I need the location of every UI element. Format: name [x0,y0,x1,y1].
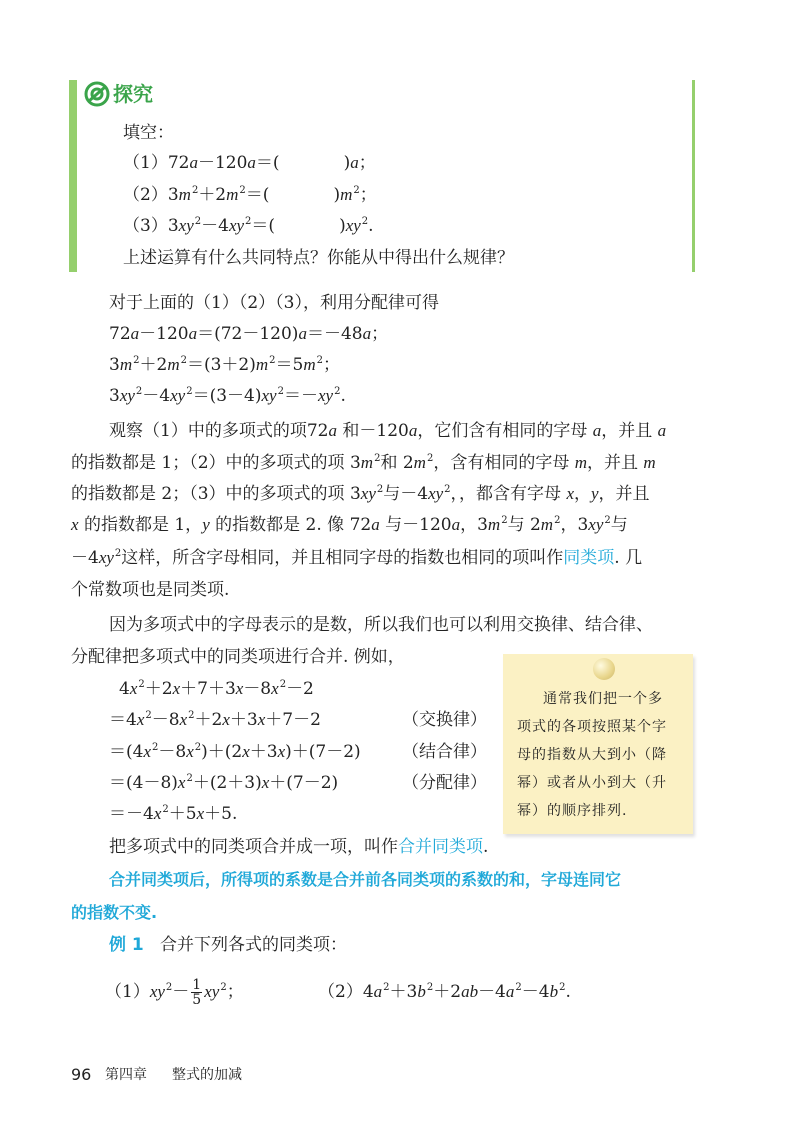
explore-question: 上述运算有什么共同特点？你能从中得出什么规律？ [123,248,514,268]
para1-line5: $-4xy^2$这样，所含字母相同，并且相同字母的指数也相同的项叫作同类项. 几 [71,548,643,568]
text: 与 [383,484,401,504]
rule-line1: 合并同类项后，所得项的系数是合并前各同类项的系数的和，字母连同它 [109,870,622,889]
text: 的指数都是 1；（2）中的多项式的项 [71,453,345,473]
q3-label: （3） [123,216,168,236]
explore-q3: $(3)3xy^2-4xy^2=$( )$xy^2$. [123,216,374,236]
fraction-one-fifth: $\frac{1}{5}$ [192,977,202,1008]
explore-right-bar [692,80,695,272]
para1-line3: 的指数都是 2；（3）中的多项式的项 $3xy^2$与$-4xy^2$，，都含有字母 x，y，并且 [71,484,650,504]
term-combine-like-terms: 合并同类项 [398,837,483,857]
text: . [483,837,489,857]
q1-label: （1） [123,153,168,173]
explore-icon [84,81,110,107]
q2-label: （2） [123,185,168,205]
text: ， [574,484,591,504]
text: 与 [610,515,628,535]
para1-line4: x 的指数都是 1，y 的指数都是 2. 像 72a 与－120a，$3m^2$与 $2m^2$，$3xy^2$与 [71,515,628,535]
text: ，都含有字母 [459,484,562,504]
example-label: 例 1 [109,935,144,955]
explore-prompt: 填空： [123,123,174,143]
explore-q1: （1）72a－120a＝( )a； [123,153,376,173]
text: 观察（1）中的多项式的项 [109,421,307,441]
note-line: 母的指数从大到小（降 [517,747,667,763]
explore-title: 探究 [113,82,153,106]
term-like-terms: 同类项 [563,548,615,568]
rule-line2: 的指数不变. [71,903,158,922]
para2-line1: 因为多项式中的字母表示的是数，所以我们也可以利用交换律、结合律、 [109,615,653,635]
reason-distributive: （分配律） [402,773,487,793]
text: ，它们含有相同的字母 [417,421,588,441]
note-line: 项式的各项按照某个字 [517,719,667,735]
deriv-line3: $=(4-8)x^2+(2+3)x+(7-2)$ [109,773,339,793]
side-note [503,654,693,834]
text: 和 [342,421,360,441]
deriv-line4: $=-4x^2+5x+5$. [109,804,238,824]
explore-left-bar [69,80,77,272]
note-line: 幂）或者从小到大（升 [517,775,667,791]
deriv-line1: $=4x^2-8x^2+2x+3x+7-2$ [109,710,321,730]
text: 这样，所含字母相同，并且相同字母的指数也相同的项叫作 [121,548,564,568]
result-2: $3m^2+2m^2=(3+2)m^2=5m^2$； [109,355,341,375]
example-part2: $(2)4a^2+3b^2+2ab-4a^2-4b^2$. [318,982,571,1002]
example-part1: $(1)xy^2-$ $\frac{1}{5}$ $xy^2$； [105,977,244,1008]
text: 的指数都是 1， [83,515,203,535]
text: 把多项式中的同类项合并成一项，叫作 [109,837,398,857]
text: （1） [105,982,150,1002]
reason-associative: （结合律） [402,742,487,762]
text: 的指数都是 2. 像 [215,515,345,535]
text: 和 [380,453,398,473]
text: . 几 [614,548,643,568]
text: 与 [385,515,403,535]
note-line: 通常我们把一个多 [543,691,663,707]
text: 与 [507,515,525,535]
deriv-line0: $4x^2+2x+7+3x-8x^2-2$ [119,679,314,699]
para1-line2: 的指数都是 1；（2）中的多项式的项 $3m^2$和 $2m^2$，含有相同的字母 m，并且 m [71,453,656,473]
para1-line1: 观察（1）中的多项式的项72a 和－120a，它们含有相同的字母 a，并且 a [109,421,667,441]
explore-q2: $(2)3m^2+2m^2=$( )$m^2$； [123,185,377,205]
chapter-title: 整式的加减 [172,1067,242,1083]
text: ， [560,515,578,535]
para2-line2: 分配律把多项式中的同类项进行合并. 例如， [71,647,405,667]
note-line: 幂）的顺序排列. [517,803,628,819]
example-text: 合并下列各式的同类项： [159,935,347,955]
text: ，并且 [601,421,653,441]
intro-text: 对于上面的（1）（2）（3），利用分配律可得 [109,293,439,313]
text: （2） [318,982,363,1002]
deriv-line2: $=(4x^2-8x^2)+(2x+3x)+(7-2)$ [109,742,361,762]
text: ，并且 [598,484,650,504]
text: ， [460,515,478,535]
text: ，含有相同的字母 [433,453,570,473]
text: ，并且 [587,453,639,473]
chapter-label: 第四章 [105,1067,147,1083]
page-number: 96 [71,1065,92,1084]
result-3: $3xy^2-4xy^2=(3-4)xy^2=-xy^2$. [109,386,346,406]
pin-icon [593,658,615,680]
reason-commutative: （交换律） [402,710,487,730]
merge-definition [109,835,488,859]
para1-line6: 个常数项也是同类项. [71,580,230,600]
text: 的指数都是 2；（3）中的多项式的项 [71,484,345,504]
example-heading [109,933,347,957]
result-1: 72a－120a＝(72－120)a＝－48a； [109,324,389,344]
